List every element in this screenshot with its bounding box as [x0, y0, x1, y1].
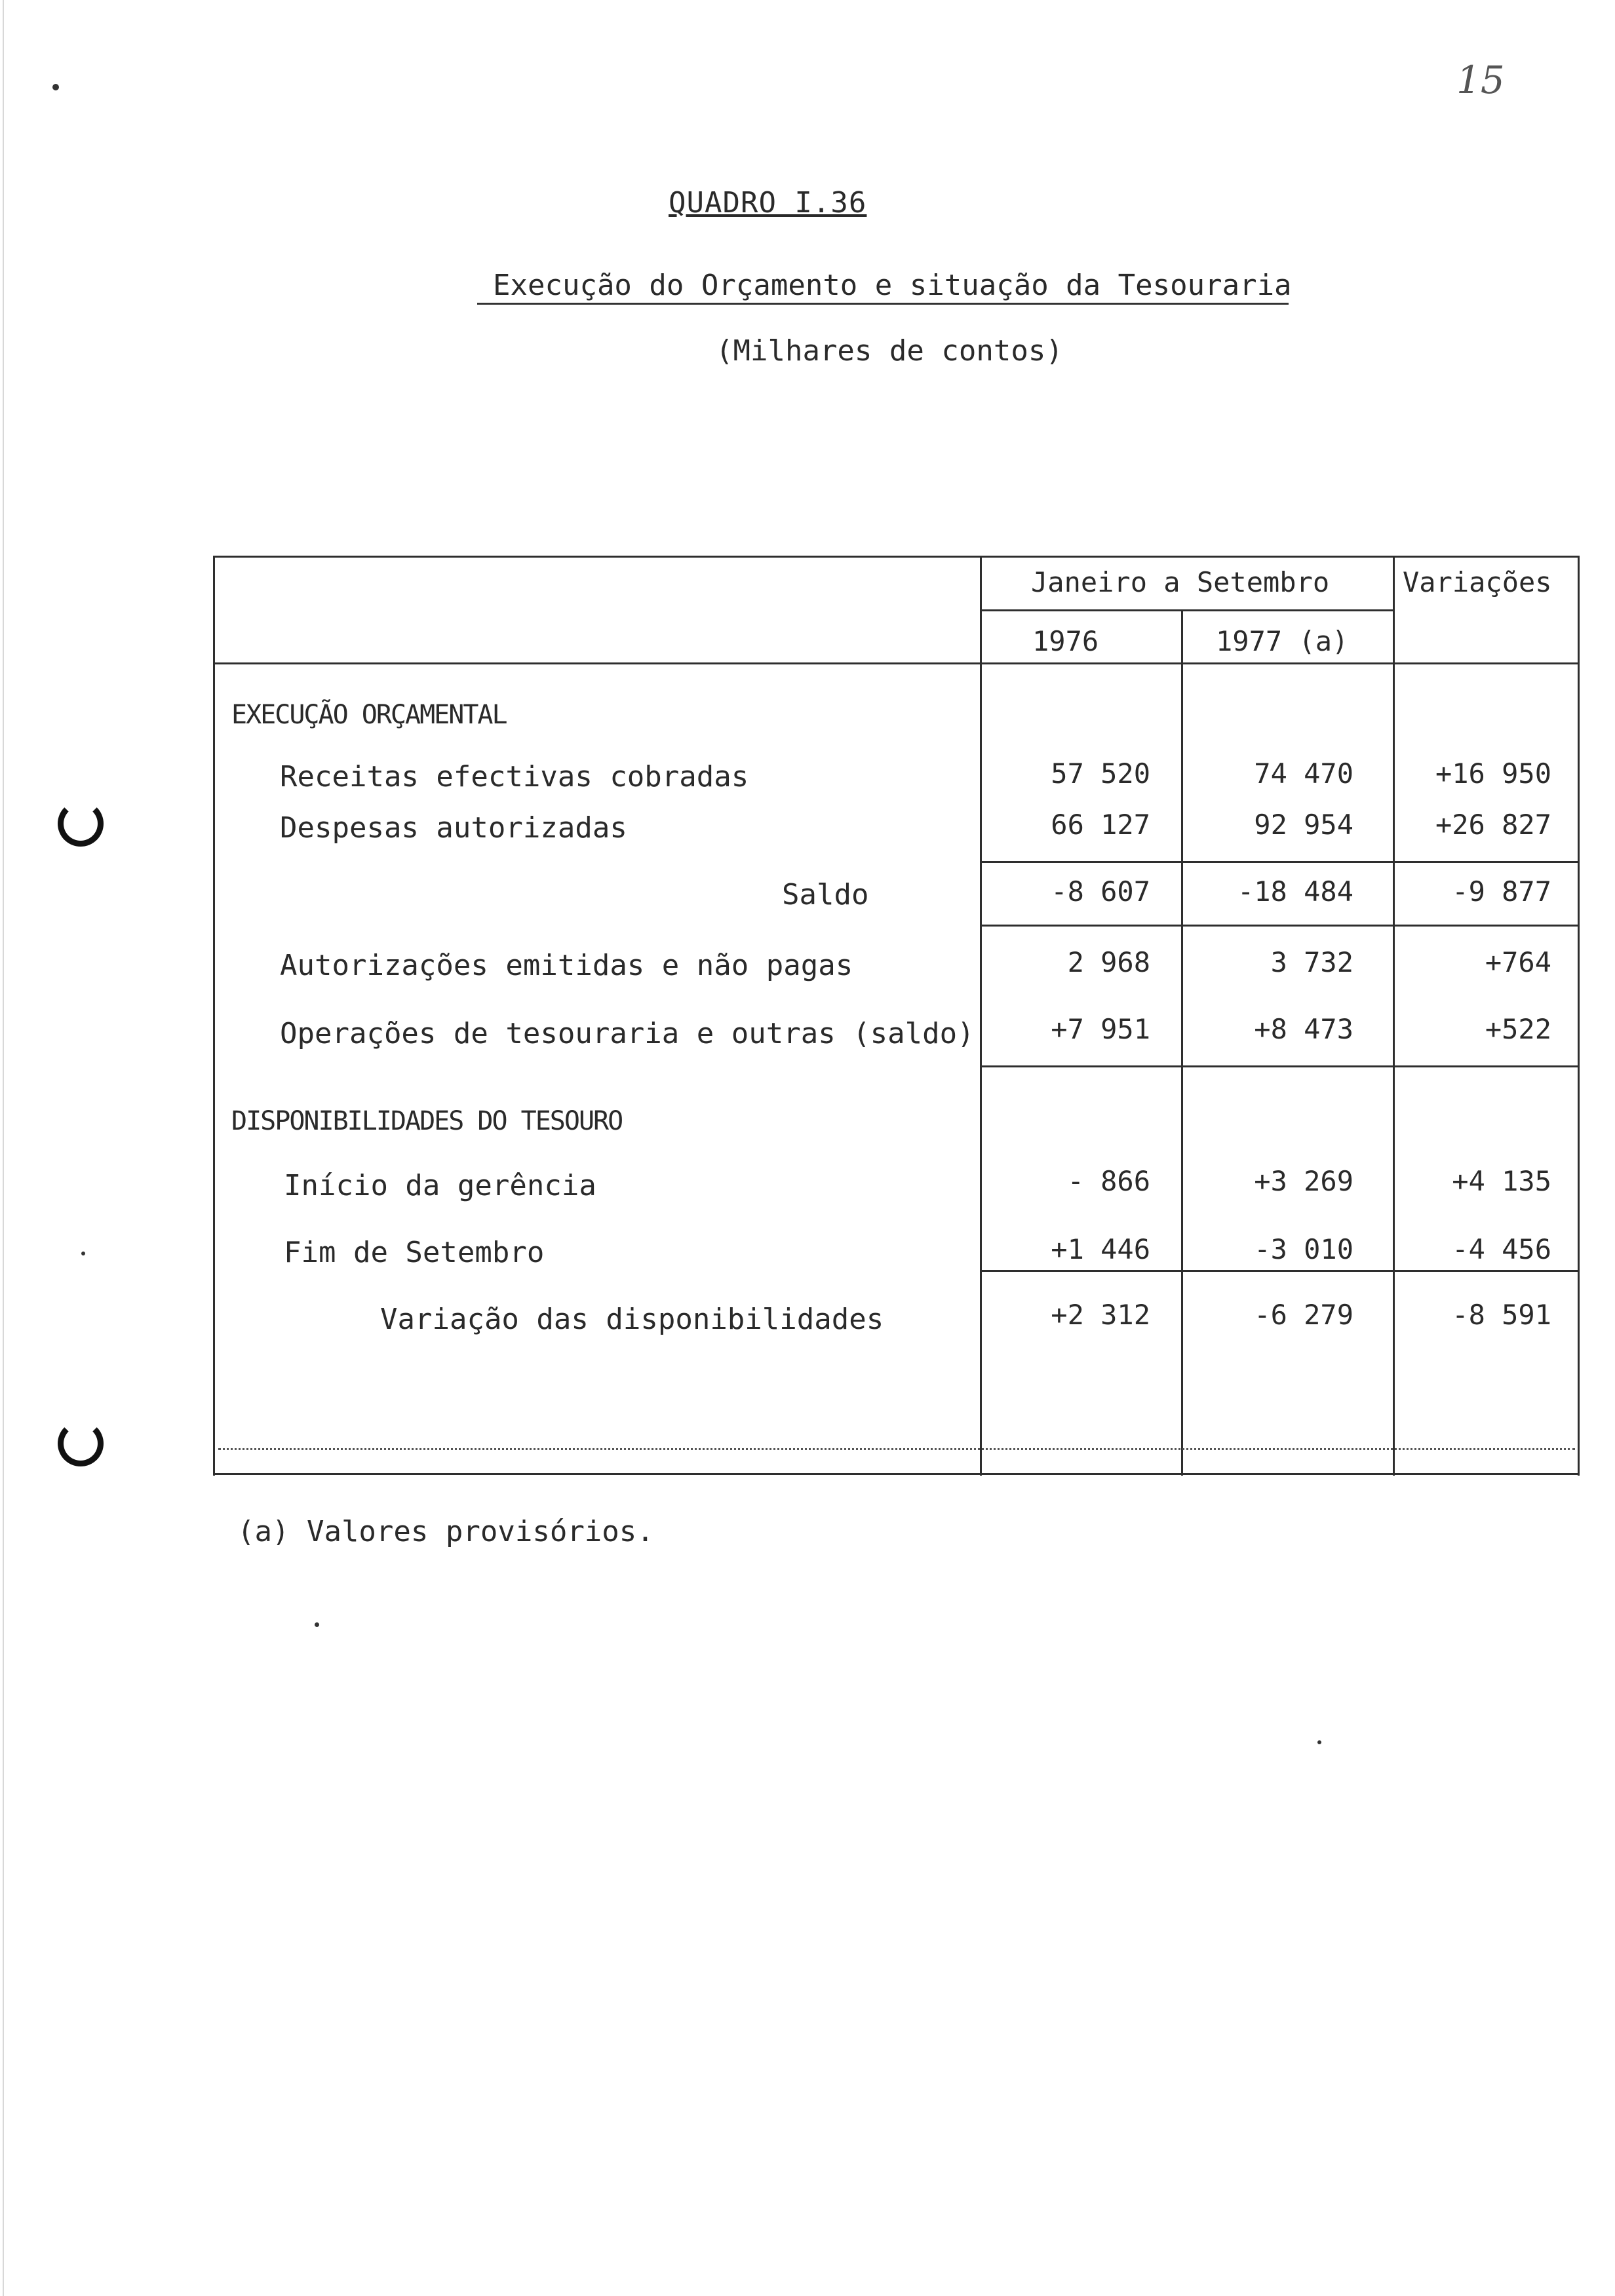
table-border-right	[1578, 556, 1580, 1476]
saldo-variation: -9 877	[1452, 875, 1551, 908]
row-label: Início da gerência	[284, 1169, 596, 1202]
saldo-bottom-rule	[980, 925, 1580, 927]
cell-1977: 3 732	[1270, 946, 1353, 978]
cell-1976: +1 446	[1051, 1233, 1150, 1265]
cell-1976: +7 951	[1051, 1013, 1150, 1045]
footnote: (a) Valores provisórios.	[237, 1515, 654, 1548]
page-edge	[3, 0, 4, 2296]
cell-variation: +16 950	[1435, 757, 1551, 790]
variacao-top-rule	[980, 1270, 1580, 1272]
cell-variation: +26 827	[1435, 809, 1551, 841]
budget-table	[213, 556, 1580, 1476]
section-label-disponibilidades: DISPONIBILIDADES DO TESOURO	[231, 1106, 623, 1136]
cell-1976: 66 127	[1051, 809, 1150, 841]
header-period: Janeiro a Setembro	[1031, 566, 1330, 598]
row-label: Fim de Setembro	[284, 1236, 545, 1269]
header-year-1977: 1977 (a)	[1216, 625, 1349, 657]
header-rule	[213, 662, 1580, 664]
variacao-label: Variação das disponibilidades	[380, 1303, 884, 1336]
cell-1977: 74 470	[1254, 757, 1353, 790]
speck	[52, 84, 59, 90]
saldo-1976: -8 607	[1051, 875, 1150, 908]
cell-1977: +8 473	[1254, 1013, 1353, 1045]
punch-hole-top	[58, 801, 104, 847]
variacao-variation: -8 591	[1452, 1299, 1551, 1331]
saldo-1977: -18 484	[1237, 875, 1353, 908]
row-label: Receitas efectivas cobradas	[280, 760, 749, 794]
cell-1976: 2 968	[1067, 946, 1150, 978]
cell-1977: 92 954	[1254, 809, 1353, 841]
page-number: 15	[1456, 58, 1505, 102]
units-note: (Milhares de contos)	[716, 334, 1063, 368]
speck	[315, 1622, 319, 1627]
row-label: Operações de tesouraria e outras (saldo)	[280, 1017, 975, 1050]
variacao-1976: +2 312	[1051, 1299, 1150, 1331]
cell-variation: +522	[1485, 1013, 1551, 1045]
cell-1976: 57 520	[1051, 757, 1150, 790]
punch-hole-bottom	[58, 1421, 104, 1466]
cell-1977: -3 010	[1254, 1233, 1353, 1265]
header-year-1976: 1976	[1032, 625, 1099, 657]
section-label-execucao: EXECUÇÃO ORÇAMENTAL	[231, 700, 507, 730]
cell-1977: +3 269	[1254, 1165, 1353, 1197]
cell-variation: +764	[1485, 946, 1551, 978]
table-title: QUADRO I.36	[669, 186, 867, 220]
cell-variation: +4 135	[1452, 1165, 1551, 1197]
subtitle-underline	[477, 303, 1289, 305]
variacao-1977: -6 279	[1254, 1299, 1353, 1331]
section-rule	[980, 1065, 1580, 1067]
header-subrule	[980, 609, 1395, 611]
speck	[1317, 1740, 1321, 1744]
speck	[81, 1252, 85, 1255]
row-label: Autorizações emitidas e não pagas	[280, 949, 853, 982]
row-label: Despesas autorizadas	[280, 811, 627, 845]
table-border-bottom	[213, 1473, 1580, 1475]
header-variations: Variações	[1403, 566, 1552, 598]
table-border-left	[213, 556, 215, 1476]
table-subtitle: Execução do Orçamento e situação da Tesouraria	[493, 269, 1292, 302]
cell-1976: - 866	[1067, 1165, 1150, 1197]
saldo-label: Saldo	[782, 878, 869, 911]
table-border-top	[213, 556, 1580, 558]
cell-variation: -4 456	[1452, 1233, 1551, 1265]
dotted-rule-bottom	[218, 1448, 1575, 1450]
saldo-top-rule	[980, 861, 1580, 863]
